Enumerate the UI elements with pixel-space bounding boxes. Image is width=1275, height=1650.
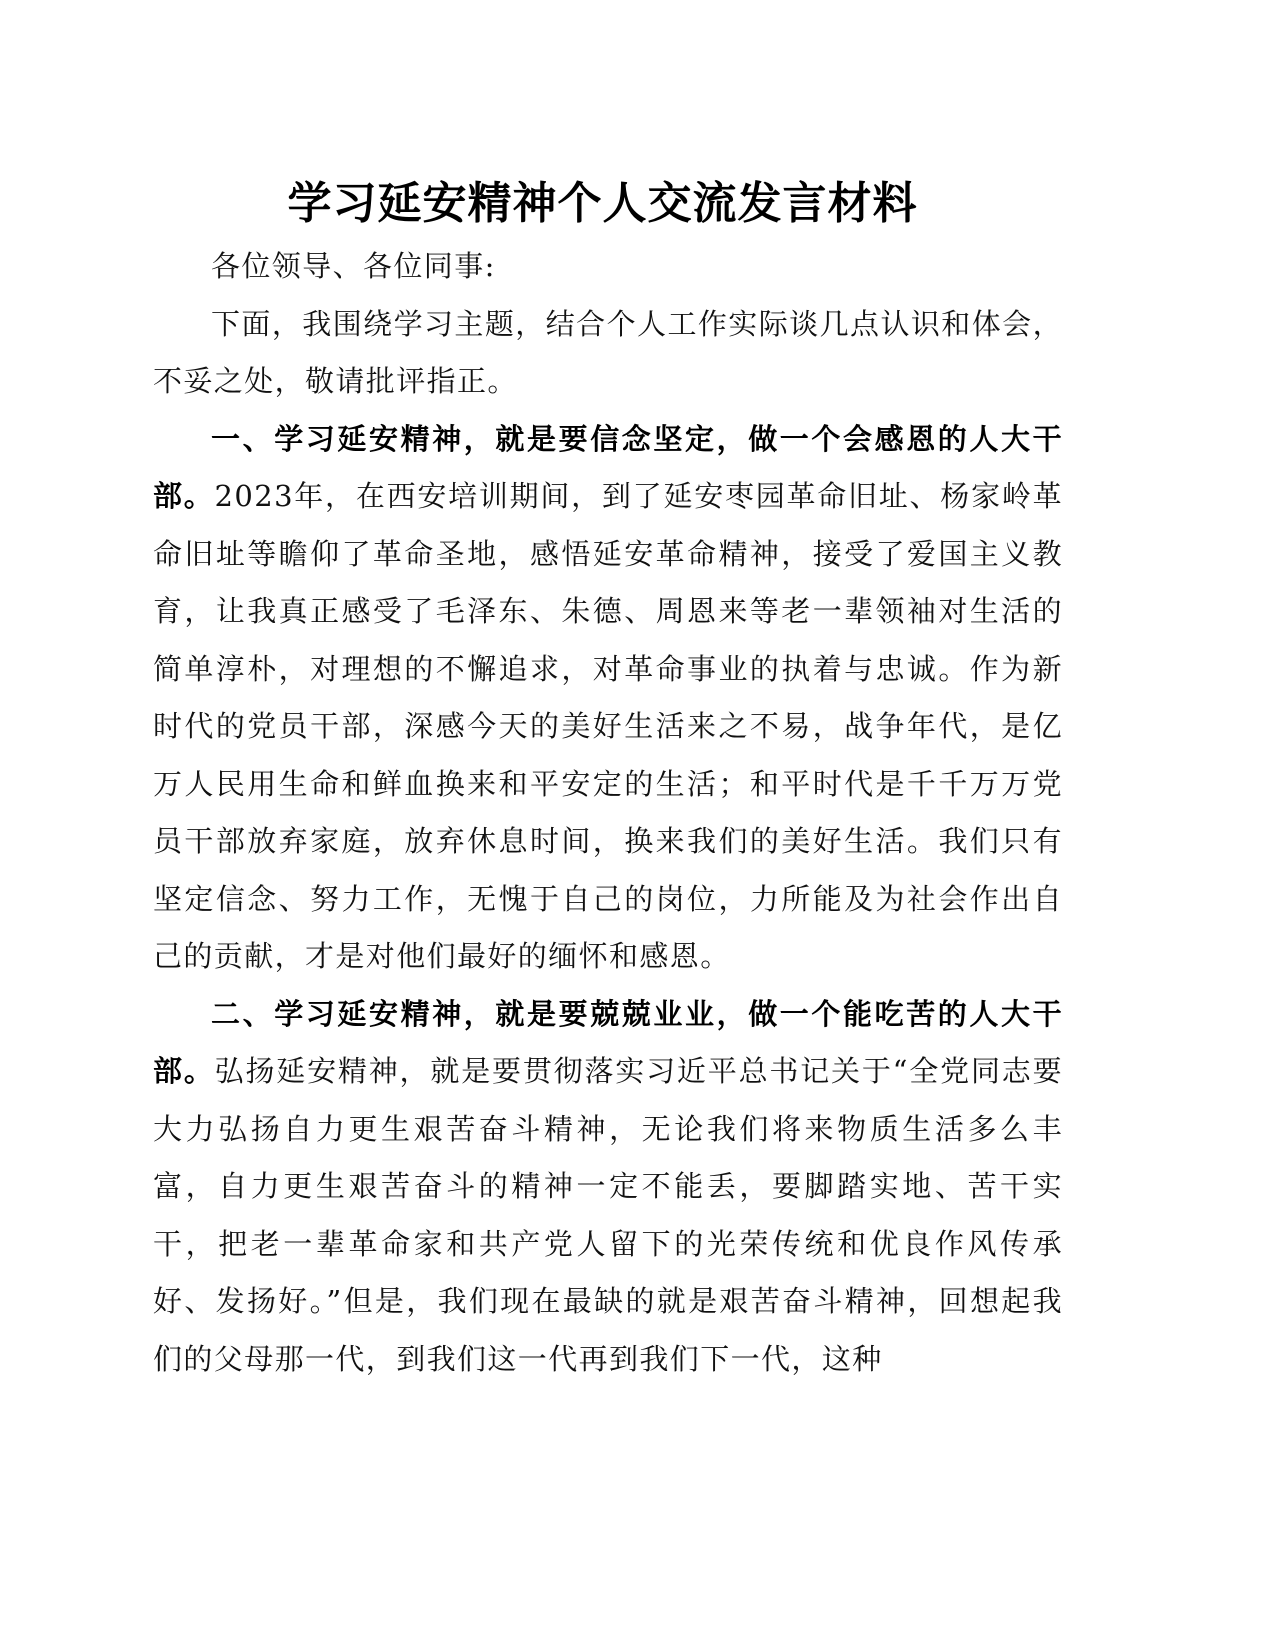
section-text-1: 2023年，在西安培训期间，到了延安枣园革命旧址、杨家岭革命旧址等瞻仰了革命圣地，感悟延安革命精神，接受了爱国主义教育，让我真正感受了毛泽东、朱德、周恩来等老一辈领袖对生活的简单淳朴，对理想的不懈追求，对革命事业的执着与忠诚。作为新时代的党员干部，深感今天的美好生活来之不易，战争年代，是亿万人民用生命和鲜血换来和平安定的生活；和平时代是千千万万党员干部放弃家庭，放弃休息时间，换来我们的美好生活。我们只有坚定信念、努力工作，无愧于自己的岗位，力所能及为社会作出自己的贡献，才是对他们最好的缅怀和感恩。 bbox=[153, 479, 1063, 973]
section-paragraph-1 bbox=[153, 411, 1063, 986]
salutation: 各位领导、各位同事: bbox=[211, 249, 496, 283]
section-paragraph-2 bbox=[153, 986, 1063, 1389]
document-body bbox=[153, 238, 1063, 1388]
section-heading-1: 一、学习延安精神，就是要信念坚定，做一个会感恩的人大干部。 bbox=[153, 421, 1063, 513]
section-heading-2: 二、学习延安精神，就是要兢兢业业，做一个能吃苦的人大干部。 bbox=[153, 996, 1063, 1088]
section-text-2: 弘扬延安精神，就是要贯彻落实习近平总书记关于“全党同志要大力弘扬自力更生艰苦奋斗精神，无论我们将来物质生活多么丰富，自力更生艰苦奋斗的精神一定不能丢，要脚踏实地、苦干实干，把老一辈革命家和共产党人留下的光荣传统和优良作风传承好、发扬好。”但是，我们现在最缺的就是艰苦奋斗精神，回想起我们的父母那一代，到我们这一代再到我们下一代，这种 bbox=[153, 1054, 1063, 1376]
intro-paragraph: 下面，我围绕学习主题，结合个人工作实际谈几点认识和体会，不妥之处，敬请批评指正。 bbox=[153, 306, 1063, 398]
page-title: 学习延安精神个人交流发言材料 bbox=[287, 178, 918, 229]
